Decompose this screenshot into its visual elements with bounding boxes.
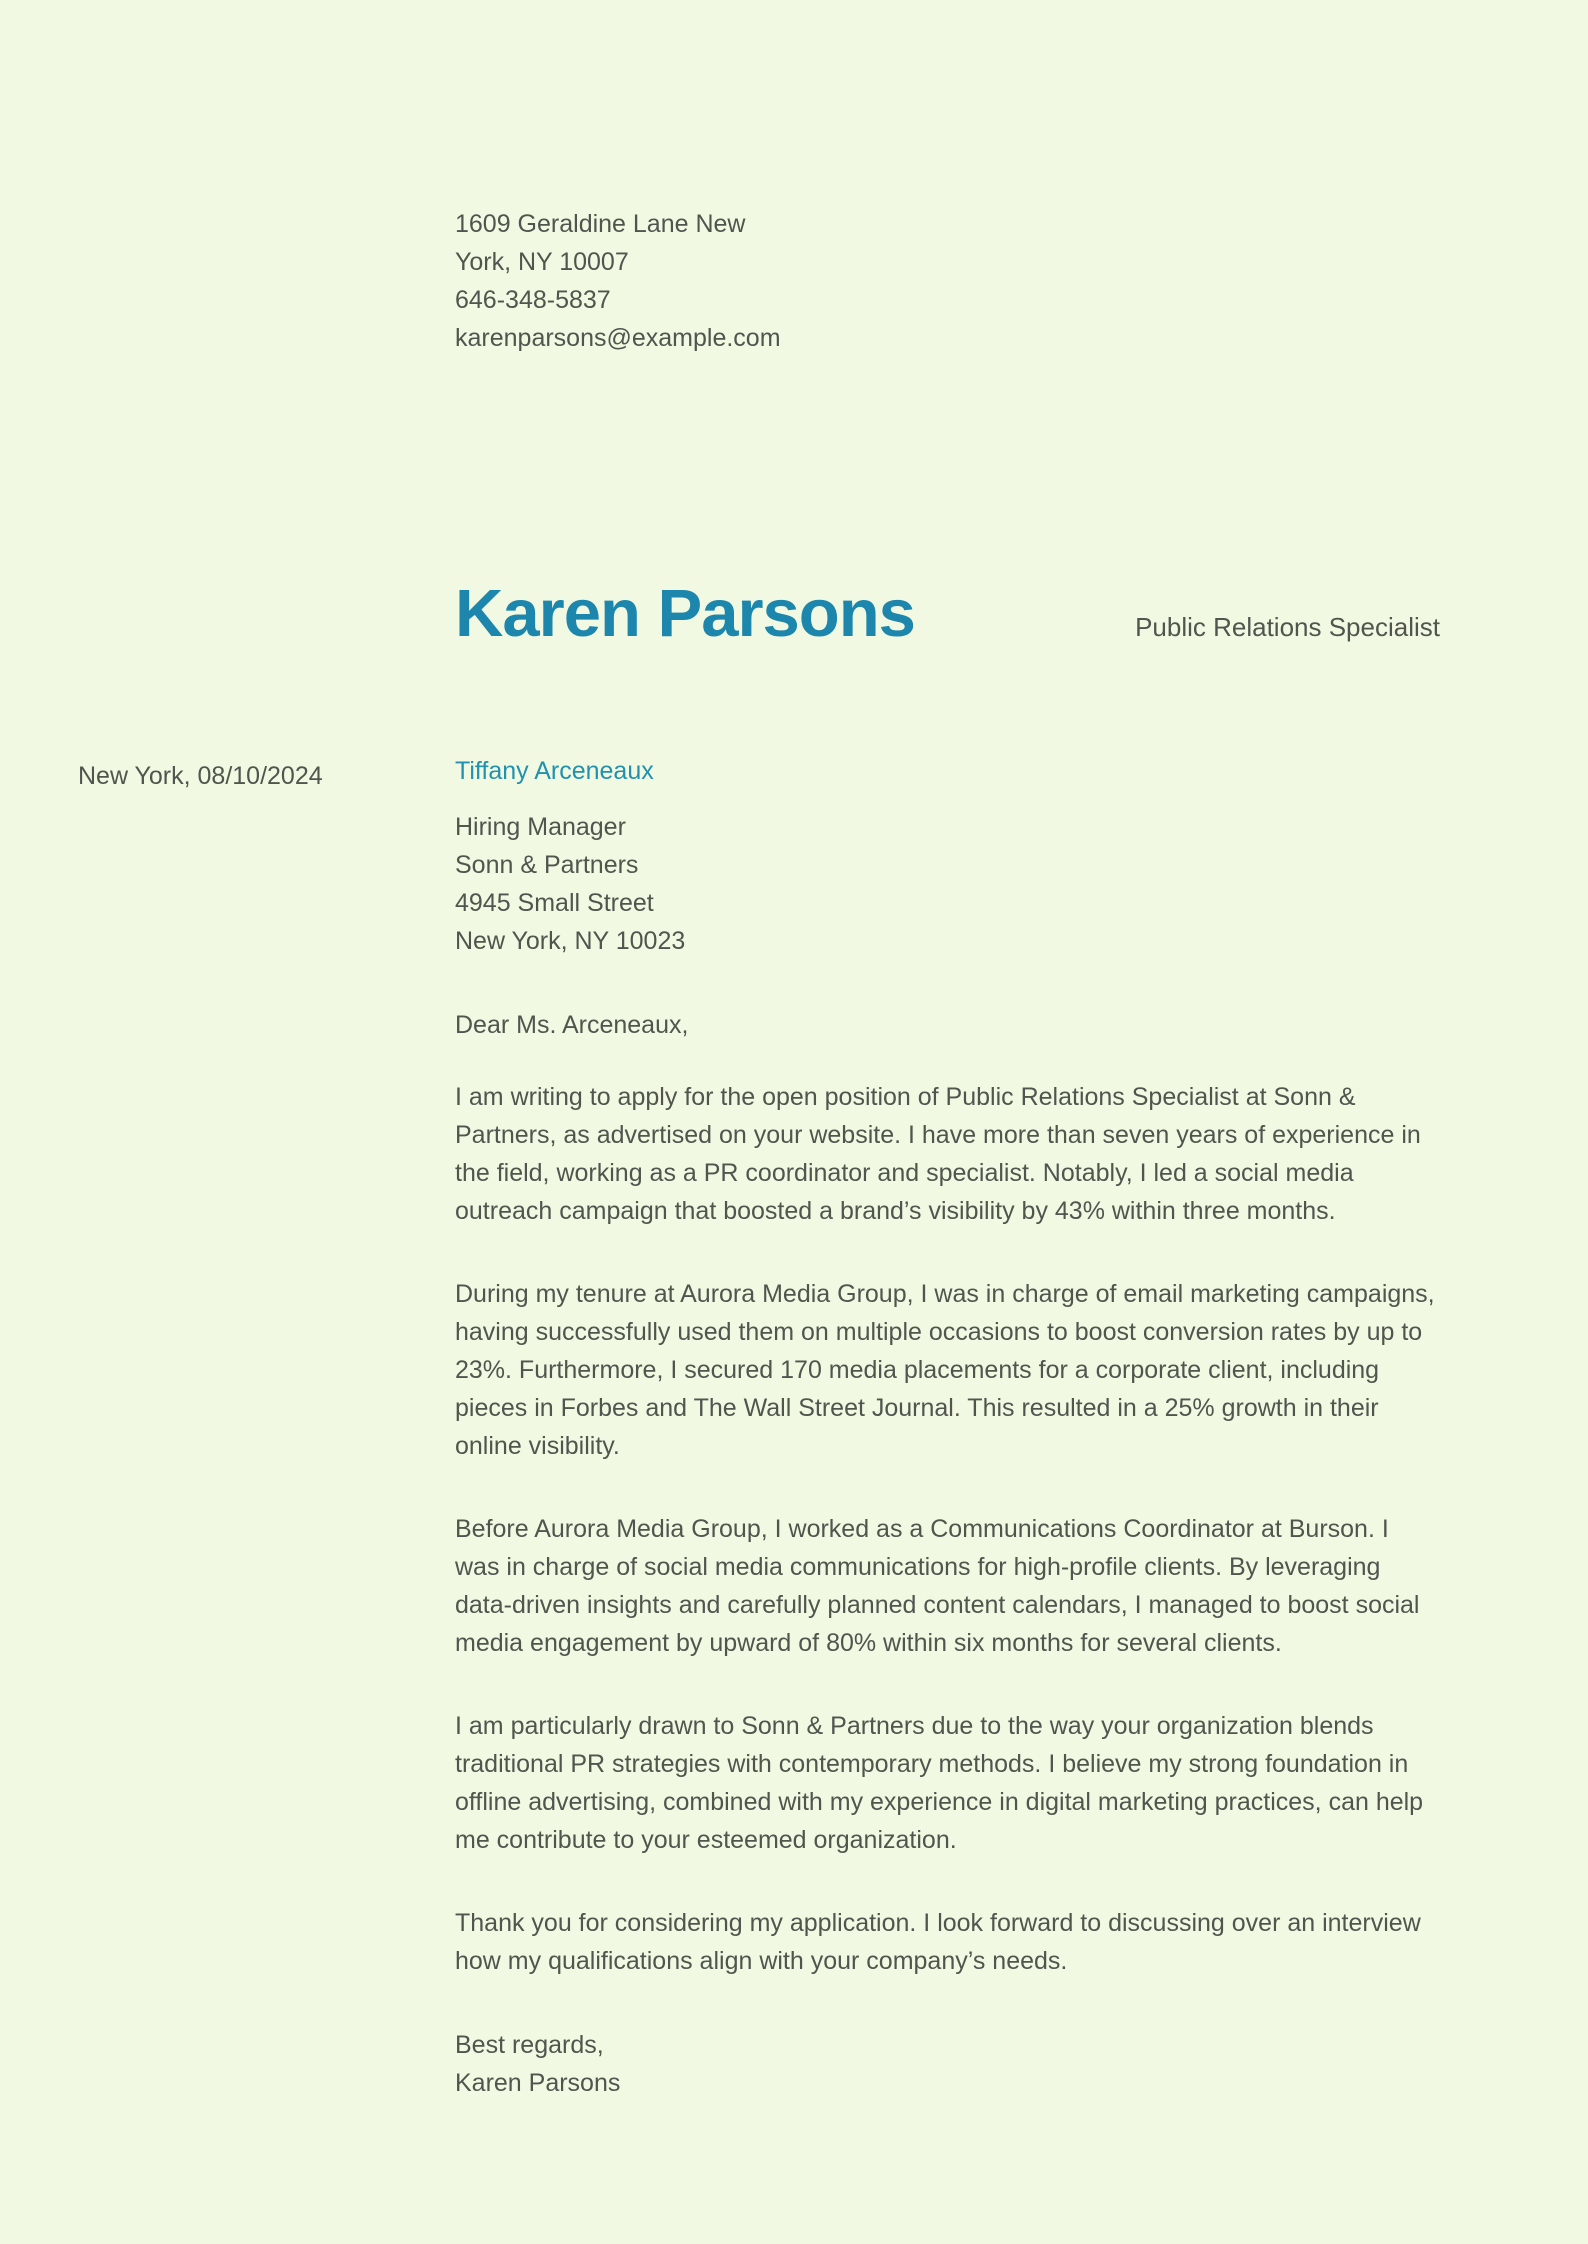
sender-phone: 646-348-5837	[455, 286, 611, 314]
letter-paragraph-4: I am particularly drawn to Sonn & Partners due to the way your organization blends traditional PR strategies with contemporary methods. I believe my strong foundation in offline advertising, combined with my experience in digital marketing practices, can help me contribute to your esteemed organization.	[455, 1712, 1424, 1854]
sender-address-line1: 1609 Geraldine Lane New	[455, 210, 746, 238]
letter-paragraph-2: During my tenure at Aurora Media Group, I was in charge of email marketing campaigns, having successfully used them on multiple occasions to boost conversion rates by up to 23%. Furthermore, I secured 170 media placements for a corporate client, including pieces in Forbes and The Wall Street Journal. This resulted in a 25% growth in their online visibility.	[455, 1280, 1435, 1460]
sender-address-line2: York, NY 10007	[455, 248, 629, 276]
closing-phrase: Best regards,	[455, 2031, 604, 2059]
date-location: New York, 08/10/2024	[78, 762, 323, 790]
header-row	[455, 575, 1440, 652]
letter-paragraph-3: Before Aurora Media Group, I worked as a Communications Coordinator at Burson. I was in charge of social media communications for high-profile clients. By leveraging data-driven insights and carefully planned content calendars, I managed to boost social media engagement by upward of 80% within six months for several clients.	[455, 1515, 1420, 1657]
recipient-address-block	[455, 808, 1440, 960]
recipient-street: 4945 Small Street	[455, 889, 654, 917]
closing-block	[455, 2026, 1440, 2102]
recipient-name-link[interactable]: Tiffany Arceneaux	[455, 757, 654, 785]
sender-contact-block	[455, 205, 855, 357]
recipient-role: Hiring Manager	[455, 813, 626, 841]
main-column	[455, 205, 1440, 2102]
job-title-label: Public Relations Specialist	[1135, 612, 1440, 642]
salutation: Dear Ms. Arceneaux,	[455, 1011, 689, 1039]
recipient-company: Sonn & Partners	[455, 851, 639, 879]
letter-paragraph-5: Thank you for considering my application. I look forward to discussing over an interview how my qualifications align with your company’s needs.	[455, 1909, 1421, 1975]
signature-name: Karen Parsons	[455, 2069, 621, 2097]
sender-email: karenparsons@example.com	[455, 324, 781, 352]
letter-paragraph-1: I am writing to apply for the open position of Public Relations Specialist at Sonn & Partners, as advertised on your website. I have more than seven years of experience in the field, working as a PR coordinator and specialist. Notably, I led a social media outreach campaign that boosted a brand’s visibility by 43% within three months.	[455, 1083, 1421, 1225]
candidate-name-title: Karen Parsons	[455, 576, 915, 651]
recipient-city: New York, NY 10023	[455, 927, 686, 955]
